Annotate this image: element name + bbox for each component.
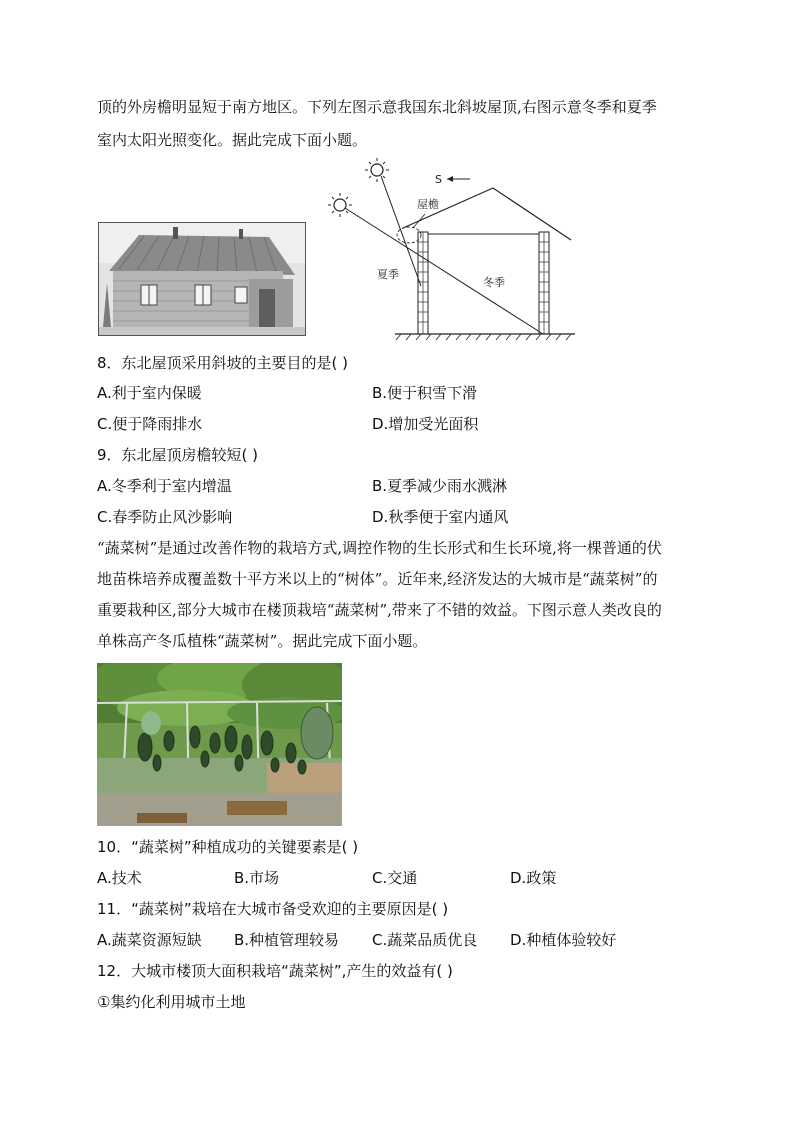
intro-line-1: 顶的外房檐明显短于南方地区。下列左图示意我国东北斜坡屋顶,右图示意冬季和夏季: [97, 98, 657, 116]
q11-option-b[interactable]: B.种植管理较易: [234, 931, 340, 949]
q10-option-c[interactable]: C.交通: [372, 869, 418, 887]
sunlight-diagram: [325, 158, 585, 343]
q11-option-c[interactable]: C.蔬菜品质优良: [372, 931, 478, 949]
q11-option-d[interactable]: D.种植体验较好: [510, 931, 617, 949]
q9-option-a[interactable]: A.冬季利于室内增温: [97, 477, 232, 495]
q8-option-b[interactable]: B.便于积雪下滑: [372, 384, 478, 402]
south-label: S: [435, 173, 442, 186]
q10-option-d[interactable]: D.政策: [510, 869, 557, 887]
intro2-line-3: 重要栽种区,部分大城市在楼顶栽培“蔬菜树”,带来了不错的效益。下图示意人类改良的: [97, 601, 662, 619]
intro2-line-1: “蔬菜树”是通过改善作物的栽培方式,调控作物的生长形式和生长环境,将一棵普通的伏: [97, 539, 662, 557]
intro2-line-4: 单株高产冬瓜植株“蔬菜树”。据此完成下面小题。: [97, 632, 428, 650]
q8-option-a[interactable]: A.利于室内保暖: [97, 384, 202, 402]
winter-label: 冬季: [483, 276, 505, 289]
winter-ray: [345, 208, 543, 334]
q12-stem: 12．大城市楼顶大面积栽培“蔬菜树”,产生的效益有( ): [97, 962, 453, 980]
q10-stem: 10．“蔬菜树”种植成功的关键要素是( ): [97, 838, 359, 856]
intro2-line-2: 地苗株培养成覆盖数十平方米以上的“树体”。近年来,经济发达的大城市是“蔬菜树”的: [97, 570, 658, 588]
q9-option-b[interactable]: B.夏季减少雨水溅淋: [372, 477, 508, 495]
q9-option-d[interactable]: D.秋季便于室内通风: [372, 508, 509, 526]
south-arrow-icon: [447, 176, 453, 182]
q8-stem: 8．东北屋顶采用斜坡的主要目的是( ): [97, 354, 349, 372]
winter-sun-icon: [328, 193, 352, 217]
q9-option-c[interactable]: C.春季防止风沙影响: [97, 508, 233, 526]
q8-option-c[interactable]: C.便于降雨排水: [97, 415, 203, 433]
summer-sun-icon: [365, 158, 389, 182]
intro-line-2: 室内太阳光照变化。据此完成下面小题。: [97, 131, 368, 149]
summer-label: 夏季: [377, 268, 399, 281]
eave-label: 屋檐: [417, 198, 439, 211]
q11-stem: 11．“蔬菜树”栽培在大城市备受欢迎的主要原因是( ): [97, 900, 449, 918]
q10-option-b[interactable]: B.市场: [234, 869, 280, 887]
northeast-house-photo: [98, 222, 306, 336]
q11-option-a[interactable]: A.蔬菜资源短缺: [97, 931, 202, 949]
q8-option-d[interactable]: D.增加受光面积: [372, 415, 479, 433]
q9-stem: 9．东北屋顶房檐较短( ): [97, 446, 259, 464]
vegetable-tree-photo: [97, 663, 342, 826]
q10-option-a[interactable]: A.技术: [97, 869, 142, 887]
right-wall: [539, 232, 549, 334]
q12-item-1: ①集约化利用城市土地: [97, 993, 246, 1011]
